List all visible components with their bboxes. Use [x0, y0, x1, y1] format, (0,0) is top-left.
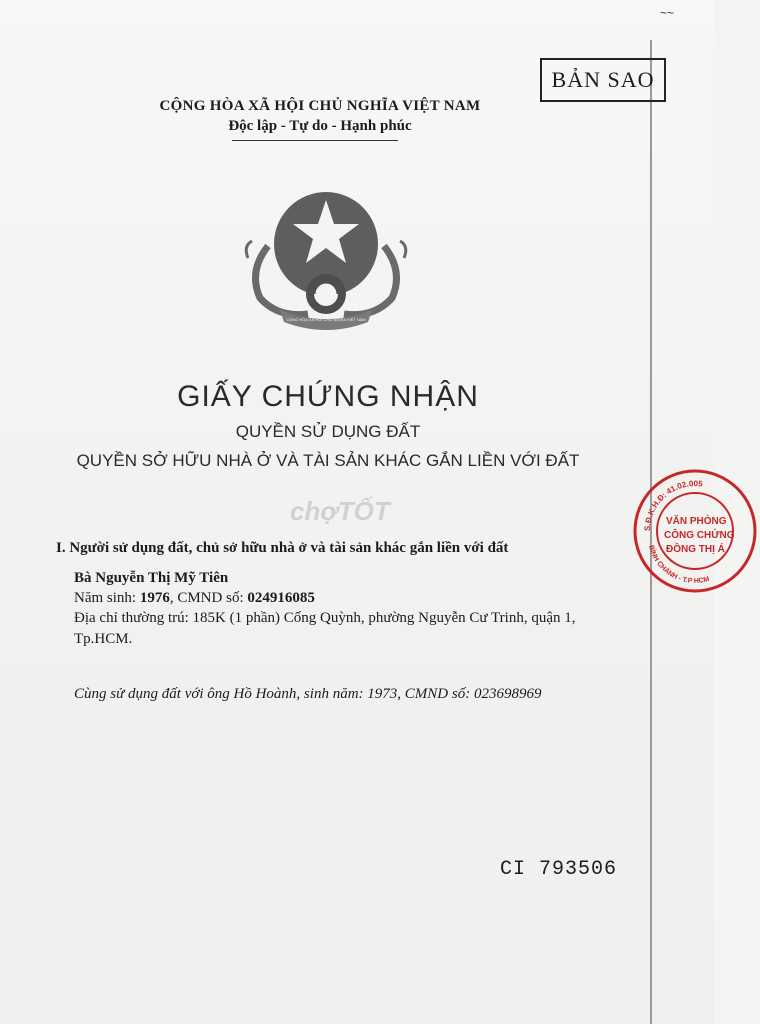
owner-name: Bà Nguyễn Thị Mỹ Tiên — [74, 570, 229, 586]
address-line-2: Tp.HCM. — [74, 631, 133, 647]
motto-underline — [232, 140, 398, 141]
seal-line-2: CÔNG CHỨNG — [664, 530, 735, 541]
birth-year: 1976 — [139, 590, 170, 606]
certificate-subtitle-1: QUYỀN SỬ DỤNG ĐẤT — [235, 422, 421, 441]
co-user-line: Cùng sử dụng đất với ông Hồ Hoành, sinh năm: 1973, CMND số: 023698969 — [74, 686, 542, 702]
seal-line-3: ĐỒNG THỊ Á — [666, 544, 725, 555]
id-number: 024916085 — [247, 590, 315, 606]
copy-stamp: BẢN SAO — [540, 58, 666, 102]
address-line-1: Địa chỉ thường trú: 185K (1 phần) Cống Quỳnh, phường Nguyễn Cư Trinh, quận 1, — [74, 610, 576, 626]
notary-seal-icon — [630, 466, 760, 596]
seal-bottom-text: BÌNH CHÁNH - T.P HCM — [647, 544, 711, 586]
corner-mark: ~~ — [660, 6, 675, 20]
emblem-ribbon-text: CỘNG HÒA XÃ HỘI CHỦ NGHĨA VIỆT NAM — [286, 317, 366, 322]
section-1-heading: I. Người sử dụng đất, chủ sở hữu nhà ở và tài sản khác gắn liền với đất — [56, 540, 509, 556]
nation-header: CỘNG HÒA XÃ HỘI CHỦ NGHĨA VIỆT NAM — [159, 98, 481, 114]
certificate-subtitle-2: QUYỀN SỞ HỮU NHÀ Ở VÀ TÀI SẢN KHÁC GẮN LIỀN VỚI ĐẤT — [76, 451, 580, 470]
seal-ring-text: S.Đ.K.H.Đ: 41.02.005 — [642, 478, 704, 532]
seal-line-1: VĂN PHÒNG — [666, 516, 727, 527]
watermark: chợTỐT — [290, 496, 390, 526]
birth-label: Năm sinh: — [74, 590, 140, 606]
id-label: , CMND số: — [169, 590, 248, 606]
serial-number: CI 793506 — [500, 858, 618, 881]
certificate-title: GIẤY CHỨNG NHẬN — [177, 380, 479, 413]
motto: Độc lập - Tự do - Hạnh phúc — [228, 118, 412, 134]
national-emblem-icon — [238, 186, 414, 336]
birth-id-line — [74, 590, 315, 607]
